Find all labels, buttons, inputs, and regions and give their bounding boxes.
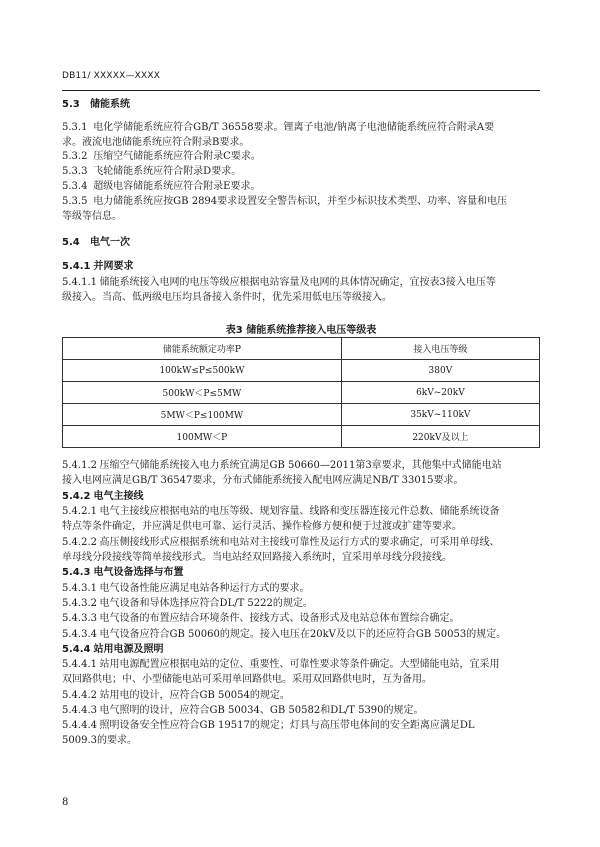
table-header-power: 储能系统额定功率P xyxy=(63,338,342,360)
page-number: 8 xyxy=(62,797,69,808)
table-cell: 220kV及以上 xyxy=(341,426,539,448)
clause-5-4-2-1: 5.4.2.1 电气主接线应根据电站的电压等级、规划容量、线路和变压器连接元件总数、储能系统设备 xyxy=(62,506,500,517)
table-cell: 100kW≤P≤500kW xyxy=(63,360,342,382)
clause-5-4-2-2-cont: 单母线分段接线等简单接线形式。当电站经双回路接入系统时，宜采用单母线分段接线。 xyxy=(62,551,452,563)
clause-5-4-1-1: 5.4.1.1 储能系统接入电网的电压等级应根据电站容量及电网的具体情况确定，宜按表3接入电压等 xyxy=(62,277,496,288)
table-cell: 5MW＜P≤100MW xyxy=(63,404,342,426)
table-row xyxy=(63,382,540,404)
section-5-4-heading: 5.4 电气一次 xyxy=(62,237,130,248)
clause-5-4-2-2: 5.4.2.2 高压侧接线形式应根据系统和电站对主接线可靠性及运行方式的要求确定，可采用单母线、 xyxy=(62,537,500,548)
section-5-4-4-heading: 5.4.4 站用电源及照明 xyxy=(62,644,164,655)
section-5-4-2-heading: 5.4.2 电气主接线 xyxy=(62,491,144,502)
clause-5-4-3-1: 5.4.3.1 电气设备性能应满足电站各种运行方式的要求。 xyxy=(62,583,310,594)
clause-5-3-5: 5.3.5 电力储能系统应按GB 2894要求设置安全警告标识，并至少标识技术类型、功率、容量和电压 xyxy=(62,196,508,207)
clause-5-4-4-4: 5.4.4.4 照明设备安全性应符合GB 19517的规定；灯具与高压带电体间的安全距离应满足DL xyxy=(62,720,475,731)
table-cell: 100MW＜P xyxy=(63,426,342,448)
clause-5-4-4-4-cont: 5009.3的要求。 xyxy=(62,734,137,746)
clause-5-4-4-3: 5.4.4.3 电气照明的设计，应符合GB 50034、GB 50582和DL/T 5390的规定。 xyxy=(62,705,424,716)
clause-5-4-1-2-cont: 接入电网应满足GB/T 36547要求，分布式储能系统接入配电网应满足NB/T 33015要求。 xyxy=(62,474,464,486)
clause-5-4-1-1-cont: 级接入。当高、低两级电压均具备接入条件时，优先采用低电压等级接入。 xyxy=(62,292,392,303)
clause-5-4-3-3: 5.4.3.3 电气设备的布置应结合环境条件、接线方式、设备形式及电站总体布置综合确定。 xyxy=(62,613,460,624)
table-row xyxy=(63,404,540,426)
clause-5-3-2: 5.3.2 压缩空气储能系统应符合附录C要求。 xyxy=(62,151,261,162)
clause-5-3-3: 5.3.3 飞轮储能系统应符合附录D要求。 xyxy=(62,166,242,177)
clause-5-4-2-1-cont: 特点等条件确定，并应满足供电可靠、运行灵活、操作检修方便和便于过渡或扩建等要求。 xyxy=(62,520,462,532)
table-cell: 35kV~110kV xyxy=(341,404,539,426)
clause-5-4-1-2: 5.4.1.2 压缩空气储能系统接入电力系统宜满足GB 50660—2011第3章要求，其他集中式储能电站 xyxy=(62,460,502,471)
clause-5-4-4-2: 5.4.4.2 站用电的设计，应符合GB 50054的规定。 xyxy=(62,690,290,701)
table-row xyxy=(63,426,540,448)
section-5-3-heading: 5.3 储能系统 xyxy=(62,99,130,110)
clause-5-4-3-2: 5.4.3.2 电气设备和导体选择应符合DL/T 5222的规定。 xyxy=(62,598,313,609)
table-header-voltage: 接入电压等级 xyxy=(341,338,539,360)
table-header-row xyxy=(63,338,540,360)
section-5-4-3-heading: 5.4.3 电气设备选择与布置 xyxy=(62,567,184,578)
section-5-4-1-heading: 5.4.1 并网要求 xyxy=(62,261,134,272)
document-id-header: DB11/ XXXXX—XXXX xyxy=(62,71,161,81)
clause-5-3-1-cont: 求。液流电池储能系统应符合附录B要求。 xyxy=(62,136,250,148)
clause-5-4-4-1: 5.4.4.1 站用电源配置应根据电站的定位、重要性、可靠性要求等条件确定。大型储能电站，宜采用 xyxy=(62,659,500,670)
table-cell: 500kW＜P≤5MW xyxy=(63,382,342,404)
table-row xyxy=(63,360,540,382)
clause-5-4-3-4: 5.4.3.4 电气设备应符合GB 50060的规定。接入电压在20kV及以下的还应符合GB 50053的规定。 xyxy=(62,629,507,640)
clause-5-3-1: 5.3.1 电化学储能系统应符合GB/T 36558要求。锂离子电池/钠离子电池储能系统应符合附录A要 xyxy=(62,122,495,133)
clause-5-3-4: 5.3.4 超级电容储能系统应符合附录E要求。 xyxy=(62,181,261,192)
header-rule xyxy=(62,90,540,91)
table-caption: 表3 储能系统推荐接入电压等级表 xyxy=(225,325,377,336)
voltage-level-table xyxy=(62,337,540,448)
clause-5-3-5-cont: 等级等信息。 xyxy=(62,210,122,222)
clause-5-4-4-1-cont: 双回路供电；中、小型储能电站可采用单回路供电。采用双回路供电时，互为备用。 xyxy=(62,673,432,685)
table-cell: 380V xyxy=(341,360,539,382)
table-cell: 6kV~20kV xyxy=(341,382,539,404)
